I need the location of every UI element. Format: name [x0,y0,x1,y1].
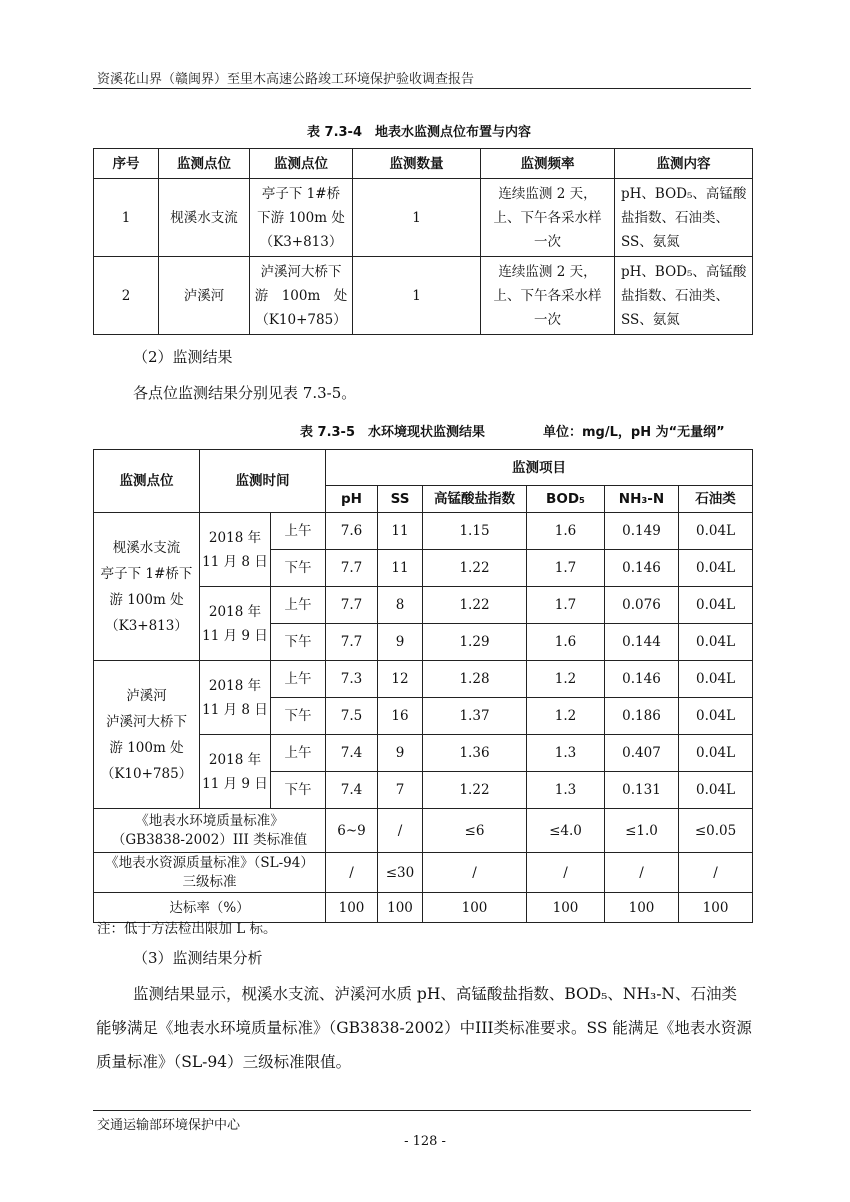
cell-line: （K3+813） [259,233,343,250]
cell-line: 11 月 9 日 [202,775,268,792]
table1-col-header: 监测内容 [615,149,753,179]
cell-line: 泸溪河大桥下 [260,263,342,280]
value-cell: 0.04L [679,624,753,661]
value-cell: 12 [378,661,423,698]
date-cell [200,735,271,809]
value-cell: 16 [378,698,423,735]
content [615,257,753,335]
value-cell: 11 [378,550,423,587]
row-number: 2 [94,257,159,335]
value-cell: 0.04L [679,772,753,809]
section-2-body: 各点位监测结果分别见表 7.3-5。 [133,384,357,402]
value-cell: 9 [378,624,423,661]
site-location [250,257,353,335]
cell-line: 亭子下 1#桥下 [100,565,193,582]
value-cell: 0.04L [679,735,753,772]
section-heading-3: （3）监测结果分析 [133,949,263,967]
compliance-rate-value: 100 [605,893,679,923]
time-of-day: 上午 [271,661,326,698]
standard-value: ≤0.05 [679,809,753,853]
cell-line: 枧溪水支流 [112,539,181,556]
time-of-day: 上午 [271,513,326,550]
table2-caption: 表 7.3-5 水环境现状监测结果 [300,425,485,440]
value-cell: 0.04L [679,513,753,550]
value-cell: 7.7 [326,550,378,587]
value-cell: 1.15 [423,513,527,550]
time-of-day: 下午 [271,698,326,735]
value-cell: 1.2 [527,661,605,698]
cell-line: 游 100m 处 [109,739,184,756]
standard-value: / [605,853,679,893]
compliance-rate-label: 达标率（%） [94,893,326,923]
value-cell: 1.28 [423,661,527,698]
analysis-paragraph: 监测结果显示，枧溪水支流、泸溪河水质 pH、高锰酸盐指数、BOD₅、NH₃-N、石油类能够满足《地表水环境质量标准》（GB3838-2002）中III类标准要求。SS 能满足《地表水资源质量标准》（SL-94）三级标准限值。 [96,985,752,1071]
value-cell: 0.04L [679,661,753,698]
column-header: pH [326,486,378,513]
table1-col-header: 监测点位 [159,149,250,179]
cell-line: 盐指数、石油类、 [621,209,729,226]
value-cell: 1.3 [527,772,605,809]
compliance-rate-value: 100 [326,893,378,923]
standard-value: 6~9 [326,809,378,853]
cell-line: 11 月 8 日 [202,553,268,570]
value-cell: 1.29 [423,624,527,661]
section-heading-2: （2）监测结果 [133,348,233,366]
cell-line: 亭子下 1#桥 [261,185,341,202]
time-of-day: 上午 [271,735,326,772]
site-name: 泸溪河 [159,257,250,335]
header-site: 监测点位 [94,450,200,513]
value-cell: 7.3 [326,661,378,698]
cell-line: （GB3838-2002）III 类标准值 [111,831,308,848]
value-cell: 7.4 [326,735,378,772]
value-cell: 1.7 [527,587,605,624]
standard-value: / [378,809,423,853]
value-cell: 0.04L [679,587,753,624]
standard-value: ≤30 [378,853,423,893]
table-note: 注：低于方法检出限加 L 标。 [97,921,277,937]
column-header: NH₃-N [605,486,679,513]
cell-line: 连续监测 2 天， [498,185,597,202]
time-of-day: 下午 [271,772,326,809]
cell-line: 盐指数、石油类、 [621,287,729,304]
value-cell: 1.6 [527,624,605,661]
footer-rule [93,1110,751,1111]
standard-value: / [326,853,378,893]
cell-line: （K3+813） [105,617,188,634]
sample-count: 1 [353,179,481,257]
site-name: 枧溪水支流 [159,179,250,257]
cell-line: 一次 [534,233,561,250]
frequency [481,179,615,257]
cell-line: 11 月 9 日 [202,627,268,644]
value-cell: 1.22 [423,587,527,624]
table1-col-header: 监测点位 [250,149,353,179]
table2-row [94,513,753,550]
date-cell [200,661,271,735]
value-cell: 1.22 [423,772,527,809]
page-number: - 128 - [404,1134,446,1149]
standard-value: ≤1.0 [605,809,679,853]
site-cell [94,513,200,661]
value-cell: 7.7 [326,624,378,661]
cell-line: 三级标准 [182,873,237,890]
table2-row [94,661,753,698]
site-cell [94,661,200,809]
cell-line: 泸溪河大桥下 [106,713,187,730]
table2-unit: 单位：mg/L，pH 为“无量纲” [543,425,725,440]
value-cell: 0.076 [605,587,679,624]
standard-value: / [679,853,753,893]
value-cell: 1.37 [423,698,527,735]
cell-line: 《地表水资源质量标准》（SL-94） [105,854,314,871]
cell-line: 上、下午各采水样 [493,287,602,304]
value-cell: 1.3 [527,735,605,772]
cell-line: SS、氨氮 [621,233,680,250]
value-cell: 8 [378,587,423,624]
value-cell: 1.22 [423,550,527,587]
value-cell: 0.04L [679,550,753,587]
table2 [93,449,753,923]
time-of-day: 下午 [271,550,326,587]
cell-line: 2018 年 [208,751,262,768]
column-header: 石油类 [679,486,753,513]
value-cell: 7.7 [326,587,378,624]
standard-value: ≤6 [423,809,527,853]
value-cell: 1.7 [527,550,605,587]
cell-line: 2018 年 [208,529,262,546]
compliance-rate-value: 100 [378,893,423,923]
cell-line: pH、BOD₅、高锰酸 [621,185,747,202]
value-cell: 0.186 [605,698,679,735]
site-location [250,179,353,257]
header-time: 监测时间 [200,450,326,513]
value-cell: 0.407 [605,735,679,772]
footer-org: 交通运输部环境保护中心 [97,1118,241,1133]
standard-gb3838-row [94,809,753,853]
page-header: 资溪花山界（赣闽界）至里木高速公路竣工环境保护验收调查报告 [97,72,475,87]
value-cell: 9 [378,735,423,772]
value-cell: 1.6 [527,513,605,550]
value-cell: 0.146 [605,661,679,698]
value-cell: 0.04L [679,698,753,735]
value-cell: 11 [378,513,423,550]
compliance-rate-value: 100 [527,893,605,923]
column-header: 高锰酸盐指数 [423,486,527,513]
compliance-rate-value: 100 [423,893,527,923]
standard-label [94,809,326,853]
value-cell: 7.5 [326,698,378,735]
table1-caption: 表 7.3-4 地表水监测点位布置与内容 [307,125,531,140]
cell-line: 游 100m 处 [254,287,348,304]
standard-value: / [527,853,605,893]
date-cell [200,587,271,661]
value-cell: 1.36 [423,735,527,772]
date-cell [200,513,271,587]
table1-col-header: 监测频率 [481,149,615,179]
frequency [481,257,615,335]
standard-sl94-row [94,853,753,893]
cell-line: 游 100m 处 [109,591,184,608]
table1-col-header: 序号 [94,149,159,179]
cell-line: 连续监测 2 天， [498,263,597,280]
value-cell: 7 [378,772,423,809]
standard-value: ≤4.0 [527,809,605,853]
column-header: SS [378,486,423,513]
cell-line: 泸溪河 [126,687,167,704]
standard-value: / [423,853,527,893]
cell-line: 一次 [534,311,561,328]
time-of-day: 下午 [271,624,326,661]
header-items: 监测项目 [326,450,753,486]
column-header: BOD₅ [527,486,605,513]
cell-line: 11 月 8 日 [202,701,268,718]
compliance-rate-value: 100 [679,893,753,923]
value-cell: 0.149 [605,513,679,550]
cell-line: SS、氨氮 [621,311,680,328]
table1-row [94,257,753,335]
cell-line: 上、下午各采水样 [493,209,602,226]
row-number: 1 [94,179,159,257]
sample-count: 1 [353,257,481,335]
content [615,179,753,257]
value-cell: 7.6 [326,513,378,550]
cell-line: pH、BOD₅、高锰酸 [621,263,747,280]
table1-header-row [94,149,753,179]
value-cell: 1.2 [527,698,605,735]
table1-row [94,179,753,257]
cell-line: （K10+785） [255,311,347,328]
cell-line: 下游 100m 处 [257,209,345,226]
table1-col-header: 监测数量 [353,149,481,179]
value-cell: 7.4 [326,772,378,809]
cell-line: （K10+785） [100,765,193,782]
cell-line: 2018 年 [208,677,262,694]
cell-line: 《地表水环境质量标准》 [135,812,284,829]
value-cell: 0.146 [605,550,679,587]
standard-label [94,853,326,893]
header-rule [93,88,751,89]
value-cell: 0.144 [605,624,679,661]
table1 [93,148,753,335]
value-cell: 0.131 [605,772,679,809]
time-of-day: 上午 [271,587,326,624]
table2-header-row-1 [94,450,753,486]
cell-line: 2018 年 [208,603,262,620]
